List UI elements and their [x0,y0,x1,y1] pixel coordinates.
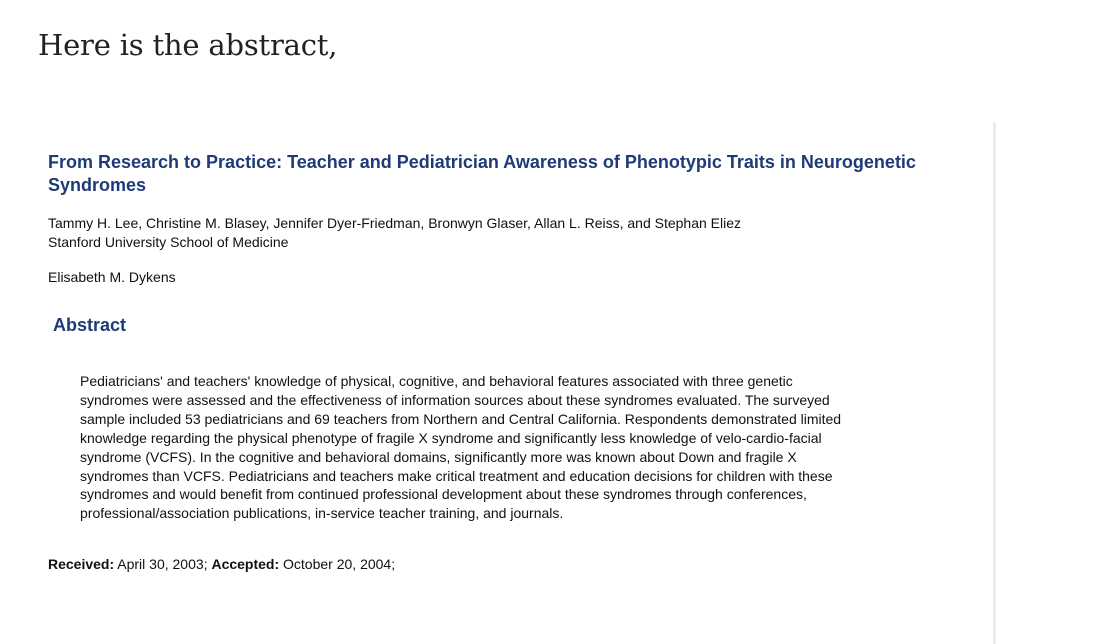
author-list: Tammy H. Lee, Christine M. Blasey, Jennifer Dyer-Friedman, Bronwyn Glaser, Allan L. Reiss, and Stephan Eliez [48,215,742,231]
abstract-line: knowledge regarding the physical phenotype of fragile X syndrome and significantly less knowledge of velo-cardio-facial [80,429,822,446]
affiliation: Stanford University School of Medicine [48,234,289,250]
paper-title [48,151,993,197]
abstract-text [80,372,970,523]
abstract-line: syndromes were assessed and the effectiveness of information sources about these syndromes evaluated. The surveyed [80,391,830,408]
abstract-line: syndromes and would benefit from continued professional development about these syndromes through conferences, [80,486,807,503]
intro-text: Here is the abstract, [38,28,338,62]
accepted-date: October 20, 2004; [279,556,396,572]
abstract-screenshot [0,122,993,644]
abstract-heading: Abstract [53,315,127,335]
abstract-line: sample included 53 pediatricians and 69 teachers from Northern and Central California. Respondents demonstrated limited [80,410,842,427]
paper-title-line-2: Syndromes [48,175,147,195]
abstract-line: professional/association publications, in-service teacher training, and journals. [80,505,564,522]
abstract-line: syndromes than VCFS. Pediatricians and teachers make critical treatment and education decisions for children with these [80,467,833,484]
received-label: Received: [48,556,115,572]
abstract-line: syndrome (VCFS). In the cognitive and behavioral domains, significantly more was known about Down and fragile X [80,448,797,465]
second-author-group: Elisabeth M. Dykens [48,269,176,285]
received-date: April 30, 2003; [114,556,212,572]
paper-title-line-1: From Research to Practice: Teacher and Pediatrician Awareness of Phenotypic Traits in Neurogenetic [48,152,916,172]
publication-dates [48,555,395,574]
accepted-label: Accepted: [211,556,280,572]
abstract-line: Pediatricians' and teachers' knowledge of physical, cognitive, and behavioral features associated with three genetic [80,373,793,389]
screenshot-edge-divider [993,122,996,644]
